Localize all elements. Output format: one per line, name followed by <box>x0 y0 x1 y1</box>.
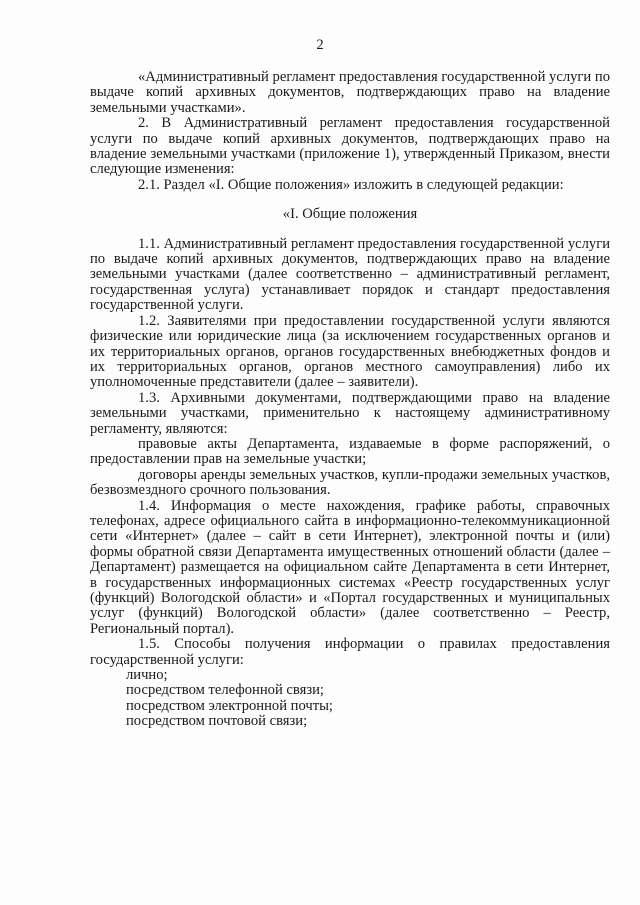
paragraph-1-2: 1.2. Заявителями при предоставлении государственной услуги являются физические или юридические лица (за исключением государственных органов и их территориальных органов, органов государственных внебюджетных фондов и их территориальных органов, органов местного самоуправления) либо их уполномоченные представители (далее – заявители). <box>90 312 610 391</box>
paragraph-legal-acts: правовые акты Департамента, издаваемые в форме распоряжений, о предоставлении прав на земельные участки; <box>90 435 610 468</box>
section-heading: «I. Общие положения <box>282 206 418 223</box>
paragraph-1-5: 1.5. Способы получения информации о правилах предоставления государственной услуги: <box>90 636 610 668</box>
paragraph-2-1: 2.1. Раздел «I. Общие положения» изложить в следующей редакции: <box>138 176 564 193</box>
list-item: посредством почтовой связи; <box>126 713 308 730</box>
list-item: лично; <box>126 667 168 684</box>
list-item: посредством электронной почты; <box>126 697 333 714</box>
paragraph-1-3: 1.3. Архивными документами, подтверждающими право на владение земельными участками, применительно к настоящему административному регламенту, являются: <box>90 389 610 437</box>
paragraph-1-1: 1.1. Административный регламент предоставления государственной услуги по выдаче копий архивных документов, подтверждающих право на владение земельными участками (далее соответственно – административный регламент, государственная услуга) устанавливает порядок и стандарт предоставления государственной услуги. <box>90 235 610 314</box>
paragraph-contracts: договоры аренды земельных участков, купли-продажи земельных участков, безвозмездного срочного пользования. <box>90 466 610 499</box>
list-item: посредством телефонной связи; <box>126 682 324 699</box>
paragraph-2: 2. В Административный регламент предоставления государственной услуги по выдаче копий архивных документов, подтверждающих право на владение земельными участками (приложение 1), утвержденный Приказом, внести следующие изменения: <box>90 115 610 178</box>
paragraph-1-4: 1.4. Информация о месте нахождения, графике работы, справочных телефонах, адресе официального сайта в информационно-телекоммуникационной сети «Интернет» (далее – сайт в сети Интернет), электронной почты и (или) формы обратной связи Департамента имущественных отношений области (далее – Департамент) размещается на официальном сайте Департамента в сети Интернет, в государственных информационных системах «Реестр государственных услуг (функций) Вологодской области» и «Портал государственных и муниципальных услуг (функций) Вологодской области» (далее соответственно – Реестр, Региональный портал). <box>90 497 610 637</box>
document-body <box>90 70 610 730</box>
page-number: 2 <box>316 37 324 53</box>
paragraph-regulation-title: «Административный регламент предоставления государственной услуги по выдаче копий архивных документов, подтверждающих право на владение земельными участками». <box>90 69 610 116</box>
